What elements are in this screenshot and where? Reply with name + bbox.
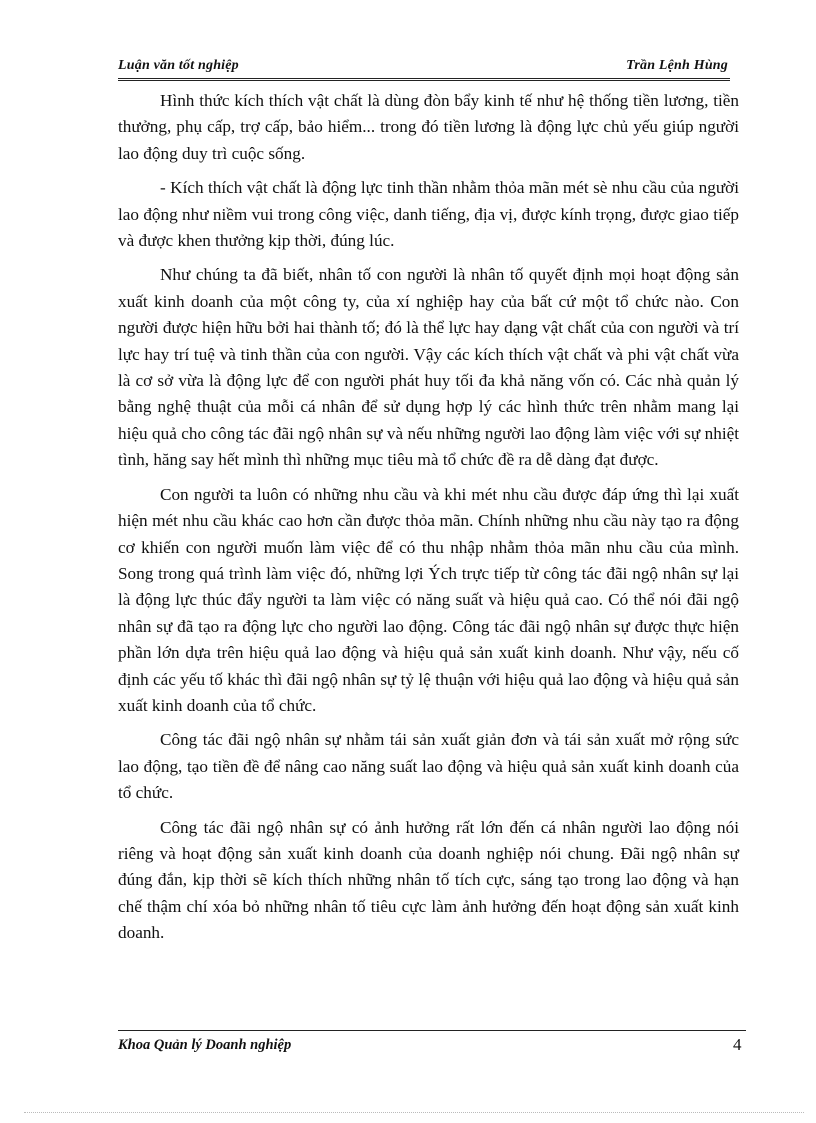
footer-department: Khoa Quản lý Doanh nghiệp xyxy=(118,1037,292,1053)
paragraph: Công tác đãi ngộ nhân sự có ảnh hưởng rất lớn đến cá nhân người lao động nói riêng và hoạt động sản xuất kinh doanh của doanh nghiệp nói chung. Đãi ngộ nhân sự đúng đắn, kịp thời sẽ kích thích những nhân tố tích cực, sáng tạo trong lao động và hạn chế thậm chí xóa bỏ những nhân tố tiêu cực làm ảnh hưởng đến hoạt động sản xuất kinh doanh. xyxy=(118,817,739,943)
header-author: Trần Lệnh Hùng xyxy=(626,58,728,73)
page-edge-divider xyxy=(24,1112,804,1113)
footer-divider xyxy=(118,1030,746,1031)
paragraph: - Kích thích vật chất là động lực tinh thần nhằm thỏa mãn mét sè nhu cầu của người lao động như niềm vui trong công việc, danh tiếng, địa vị, được kính trọng, được giao tiếp và được khen thưởng kịp thời, đúng lúc. xyxy=(118,178,739,251)
paragraph: Con người ta luôn có những nhu cầu và khi mét nhu cầu được đáp ứng thì lại xuất hiện mét nhu cầu khác cao hơn cần được thỏa mãn. Chính những nhu cầu này tạo ra động cơ khiến con người muốn làm việc để có thu nhập nhằm thỏa mãn nhu cầu của mình. Song trong quá trình làm việc đó, những lợi Ých trực tiếp từ công tác đãi ngộ nhân sự lại là động lực thúc đẩy người ta làm việc có năng suất và hiệu quả cao. Có thể nói đãi ngộ nhân sự đã tạo ra động lực cho người lao động. Công tác đãi ngộ nhân sự được thực hiện phần lớn dựa trên hiệu quả lao động và hiệu quả sản xuất kinh doanh. Như vậy, nếu cố định các yếu tố khác thì đãi ngộ nhân sự tỷ lệ thuận với hiệu quả lao động và hiệu quả sản xuất kinh doanh của tổ chức. xyxy=(118,484,739,715)
paragraph: Công tác đãi ngộ nhân sự nhằm tái sản xuất giản đơn và tái sản xuất mở rộng sức lao động, tạo tiền đề để nâng cao năng suất lao động và hiệu quả sản xuất kinh doanh của tổ chức. xyxy=(118,730,739,803)
body-text xyxy=(118,88,739,955)
page-number: 4 xyxy=(733,1035,742,1054)
paragraph: Như chúng ta đã biết, nhân tố con người là nhân tố quyết định mọi hoạt động sản xuất kinh doanh của một công ty, của xí nghiệp hay của bất cứ một tổ chức nào. Con người được hiện hữu bởi hai thành tố; đó là thể lực hay dạng vật chất của con người và trí lực hay trí tuệ và tinh thần của con người. Vậy các kích thích vật chất và phi vật chất vừa là cơ sở vừa là động lực để con người phát huy tối đa khả năng vốn có. Các nhà quản lý bằng nghệ thuật của mỗi cá nhân để sử dụng hợp lý các hình thức trên nhằm mang lại hiệu quả cho công tác đãi ngộ nhân sự và nếu những người lao động làm việc với sự nhiệt tình, hăng say hết mình thì những mục tiêu mà tổ chức đề ra dễ dàng đạt được. xyxy=(118,265,739,470)
page-header xyxy=(118,56,730,81)
header-left-title: Luận văn tốt nghiệp xyxy=(118,58,239,73)
paragraph: Hình thức kích thích vật chất là dùng đòn bẩy kinh tế như hệ thống tiền lương, tiền thưởng, phụ cấp, trợ cấp, bảo hiểm... trong đó tiền lương là động lực chủ yếu giúp người lao động duy trì cuộc sống. xyxy=(118,91,739,163)
